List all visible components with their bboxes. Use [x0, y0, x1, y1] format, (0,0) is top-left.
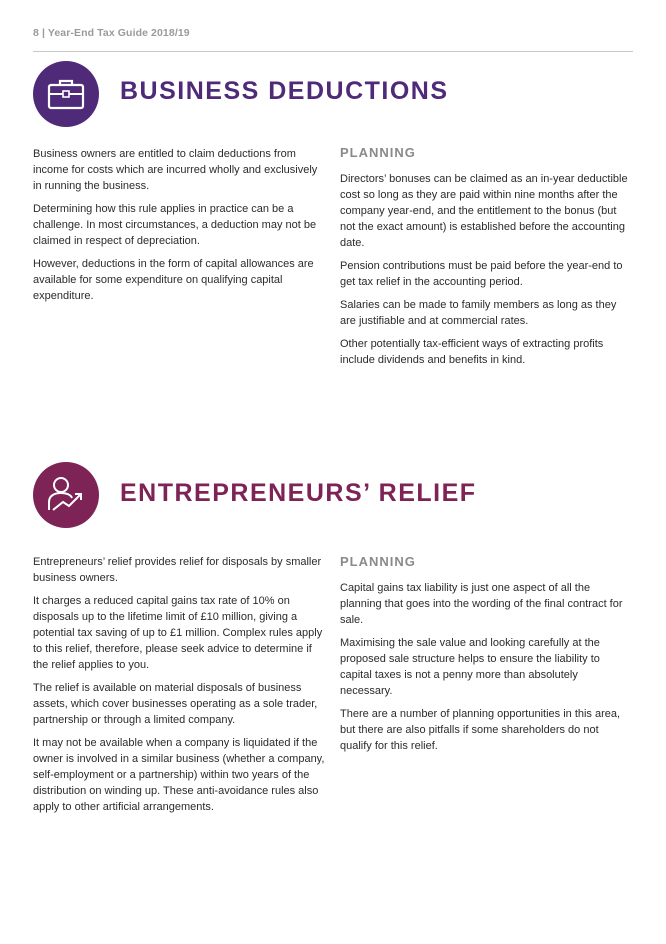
paragraph: Other potentially tax-efficient ways of extracting profits include dividends and benefits in kind.	[340, 338, 604, 366]
paragraph: It may not be available when a company is liquidated if the owner is involved in a similar business (whether a company, self-employment or a partnership) within two years of the distribution on winding up. These anti-avoidance rules also apply to other artificial arrangements.	[33, 737, 325, 813]
paragraph: Determining how this rule applies in practice can be a challenge. In most circumstances, a deduction may not be claimed in respect of depreciation.	[33, 203, 317, 247]
paragraph: However, deductions in the form of capital allowances are available for some expenditure on qualifying capital expenditure.	[33, 258, 314, 302]
paragraph: It charges a reduced capital gains tax rate of 10% on disposals up to the lifetime limit of £10 million, giving a potential tax saving of up to £1 million. Complex rules apply to this relief, therefore, please seek advice to determine if the relief applies to you.	[33, 595, 323, 671]
paragraph: Pension contributions must be paid before the year-end to get tax relief in the accounting period.	[340, 260, 623, 288]
person-growth-icon	[33, 462, 99, 528]
paragraph: Maximising the sale value and looking carefully at the proposed sale structure helps to ensure the liability to capital taxes is not a penny more than absolutely necessary.	[340, 637, 600, 697]
paragraph: Salaries can be made to family members as long as they are justifiable and at commercial rates.	[340, 299, 617, 327]
left-column	[33, 146, 325, 311]
planning-column	[340, 145, 632, 375]
section-title: BUSINESS DEDUCTIONS	[120, 77, 449, 105]
paragraph: There are a number of planning opportunities in this area, but there are also pitfalls if some shareholders do not qualify for this relief.	[340, 708, 621, 752]
left-column	[33, 554, 325, 822]
briefcase-icon	[33, 61, 99, 127]
paragraph: The relief is available on material disposals of business assets, which cover businesses operating as a sole trader, partnership or through a limited company.	[33, 682, 318, 726]
planning-heading: PLANNING	[340, 145, 416, 160]
paragraph: Capital gains tax liability is just one aspect of all the planning that goes into the wording of the final contract for sale.	[340, 582, 623, 626]
paragraph: Directors’ bonuses can be claimed as an in-year deductible cost so long as they are paid within nine months after the company year-end, and the entitlement to the bonus (but not the exact amount) is established before the accounting date.	[340, 173, 628, 249]
header-divider	[33, 51, 633, 52]
paragraph: Business owners are entitled to claim deductions from income for costs which are incurred wholly and exclusively in running the business.	[33, 148, 318, 192]
page-header: 8 | Year-End Tax Guide 2018/19	[33, 27, 190, 39]
paragraph: Entrepreneurs’ relief provides relief for disposals by smaller business owners.	[33, 556, 322, 584]
planning-heading: PLANNING	[340, 554, 416, 569]
planning-column	[340, 554, 632, 761]
section-title: ENTREPRENEURS’ RELIEF	[120, 479, 477, 507]
